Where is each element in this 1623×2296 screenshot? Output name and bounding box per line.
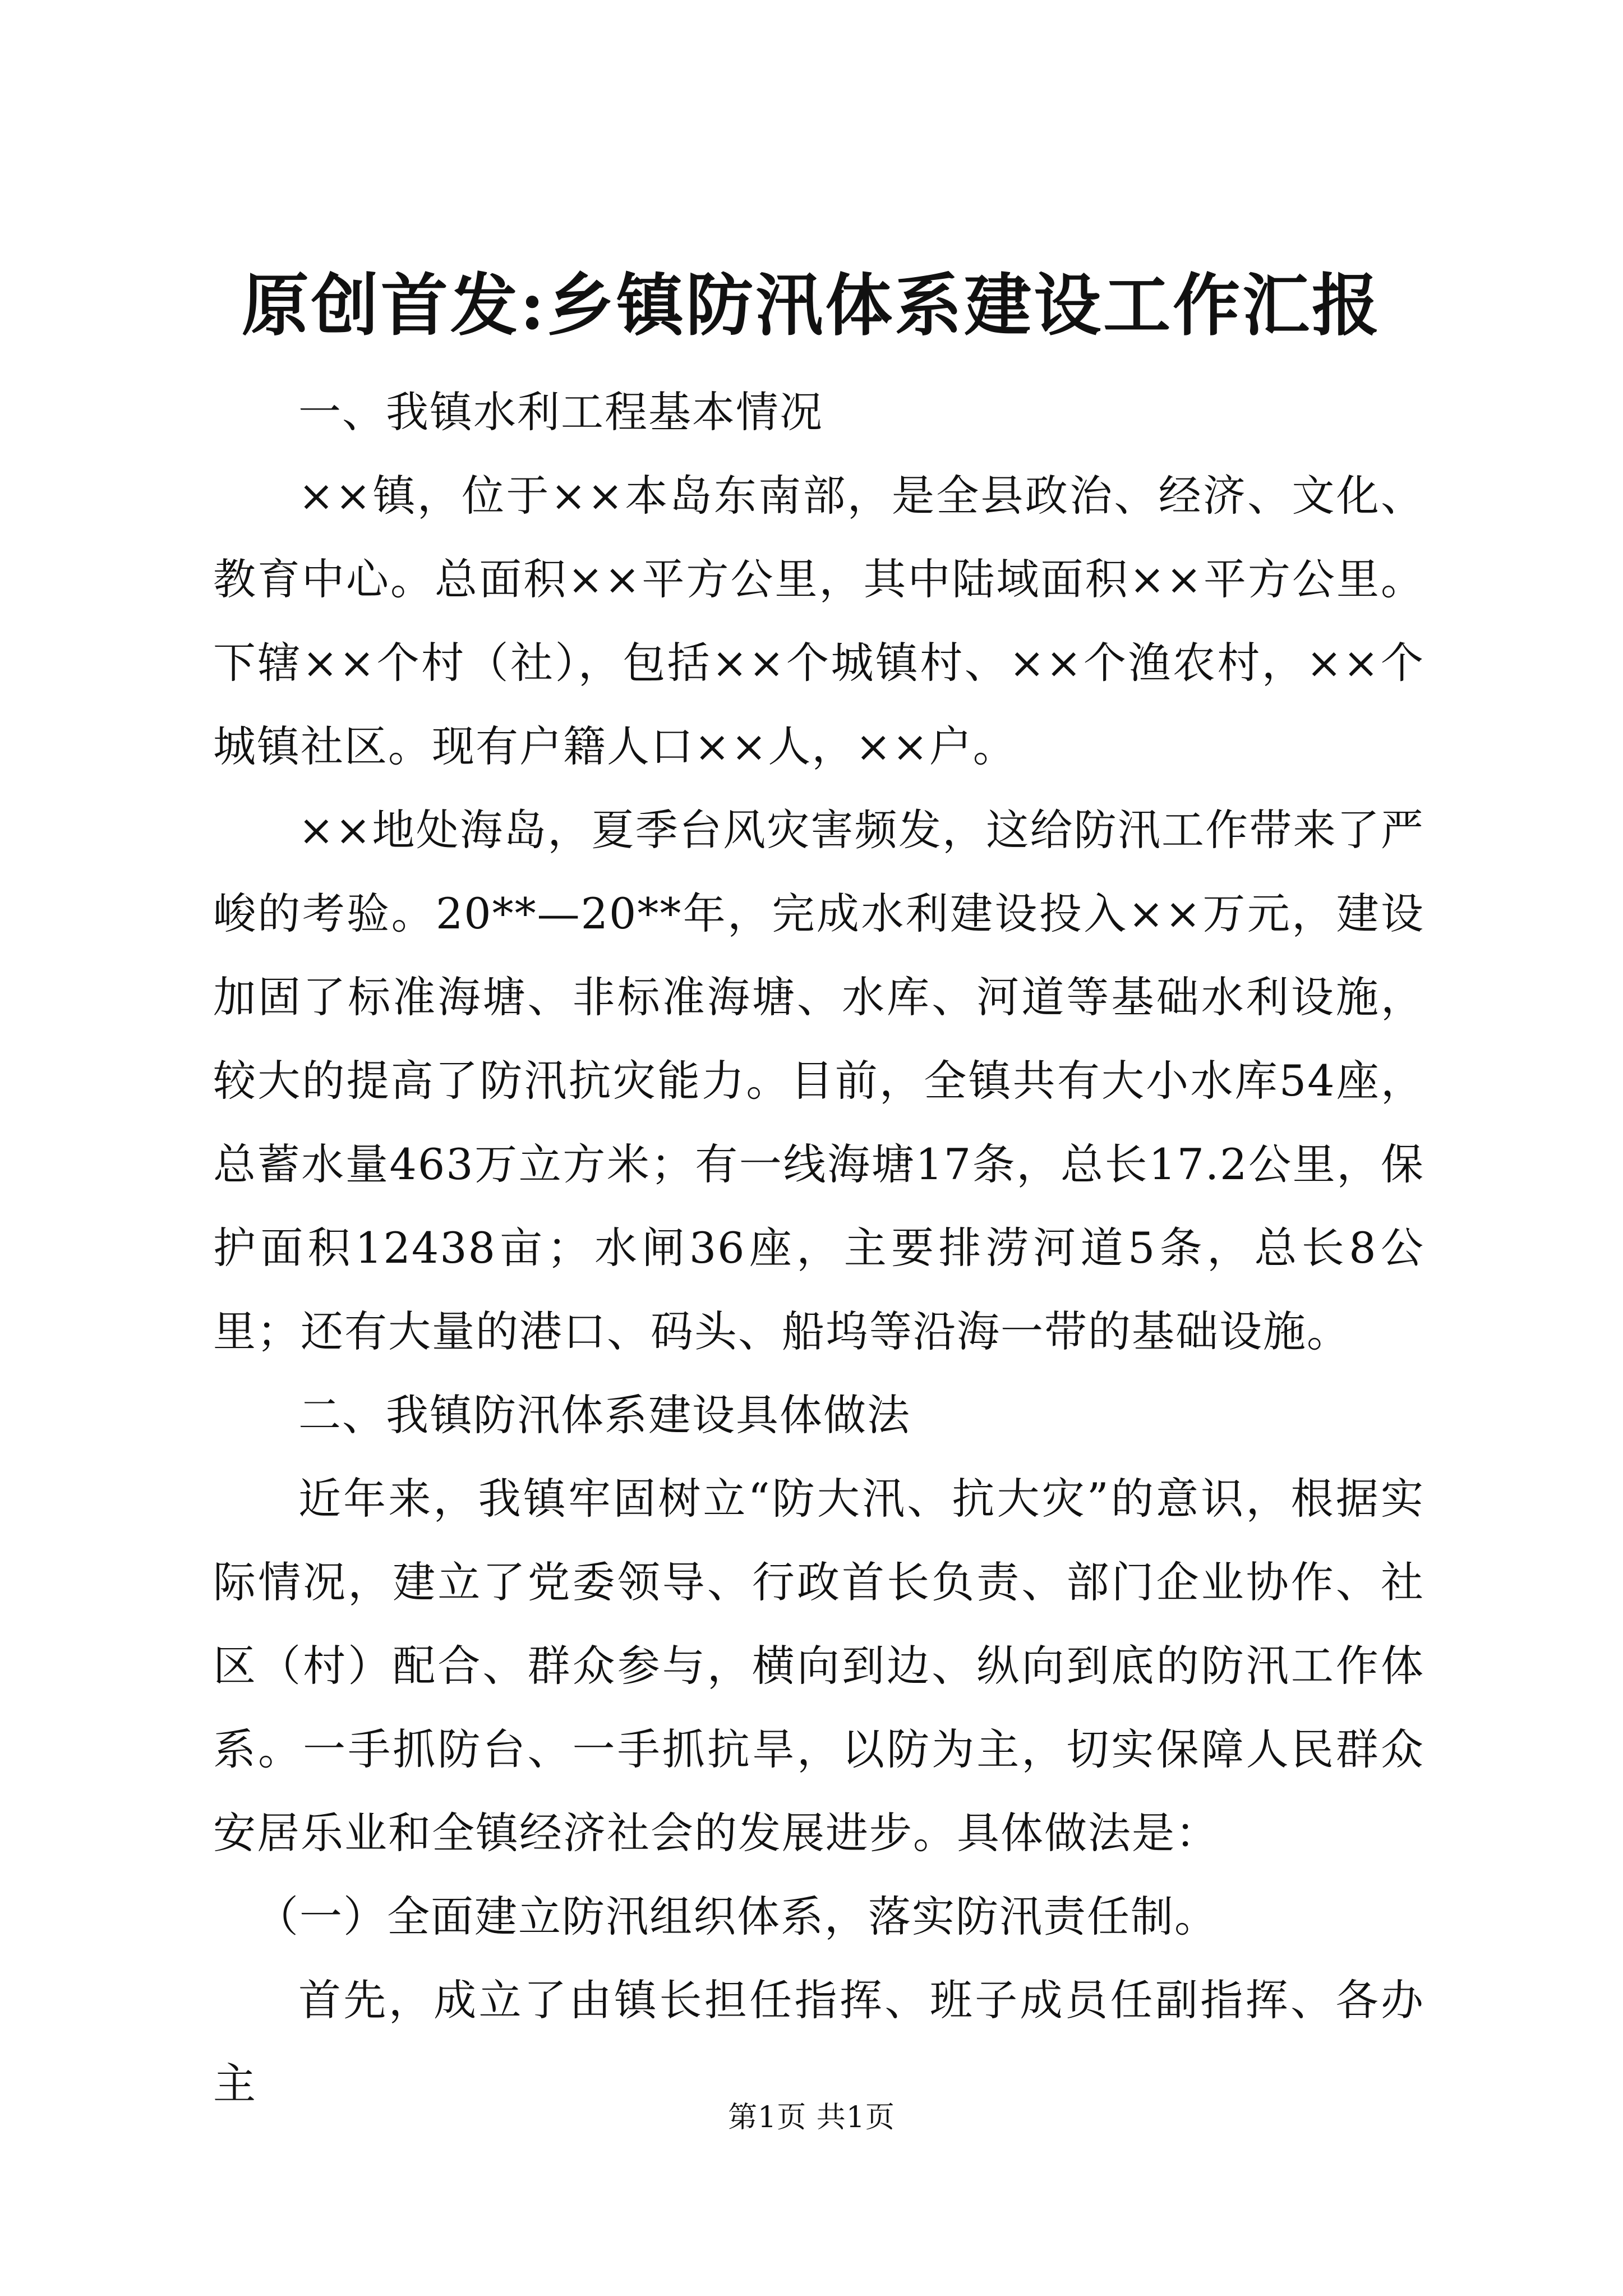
document-body (213, 370, 1424, 2125)
paragraph-water-facilities: ××地处海岛，夏季台风灾害频发，这给防汛工作带来了严峻的考验。20**—20**年，完成水利建设投入××万元，建设加固了标准海塘、非标准海塘、水库、河道等基础水利设施，较大的提高了防汛抗灾能力。目前，全镇共有大小水库54座，总蓄水量463万立方米；有一线海塘17条，总长17.2公里，保护面积12438亩；水闸36座，主要排涝河道5条，总长8公里；还有大量的港口、码头、船坞等沿海一带的基础设施。 (213, 805, 1424, 1356)
page-footer: 第1页 共1页 (728, 2101, 895, 2134)
paragraph-command-structure: 首先，成立了由镇长担任指挥、班子成员任副指挥、各办主 (213, 1975, 1424, 2109)
paragraph-town-overview: ××镇，位于××本岛东南部，是全县政治、经济、文化、教育中心。总面积××平方公里，其中陆域面积××平方公里。下辖××个村（社），包括××个城镇村、××个渔农村，××个城镇社区。现有户籍人口××人，××户。 (213, 471, 1424, 771)
paragraph-flood-system: 近年来，我镇牢固树立“防大汛、抗大灾”的意识，根据实际情况，建立了党委领导、行政首长负责、部门企业协作、社区（村）配合、群众参与，横向到边、纵向到底的防汛工作体系。一手抓防台、一手抓抗旱，以防为主，切实保障人民群众安居乐业和全镇经济社会的发展进步。具体做法是： (213, 1474, 1424, 1858)
section-heading-1: 一、我镇水利工程基本情况 (298, 387, 823, 437)
document-title: 原创首发:乡镇防汛体系建设工作汇报 (241, 266, 1382, 345)
section-heading-2: 二、我镇防汛体系建设具体做法 (298, 1390, 911, 1440)
subsection-heading-1: （一）全面建立防汛组织体系，落实防汛责任制。 (256, 1892, 1218, 1941)
